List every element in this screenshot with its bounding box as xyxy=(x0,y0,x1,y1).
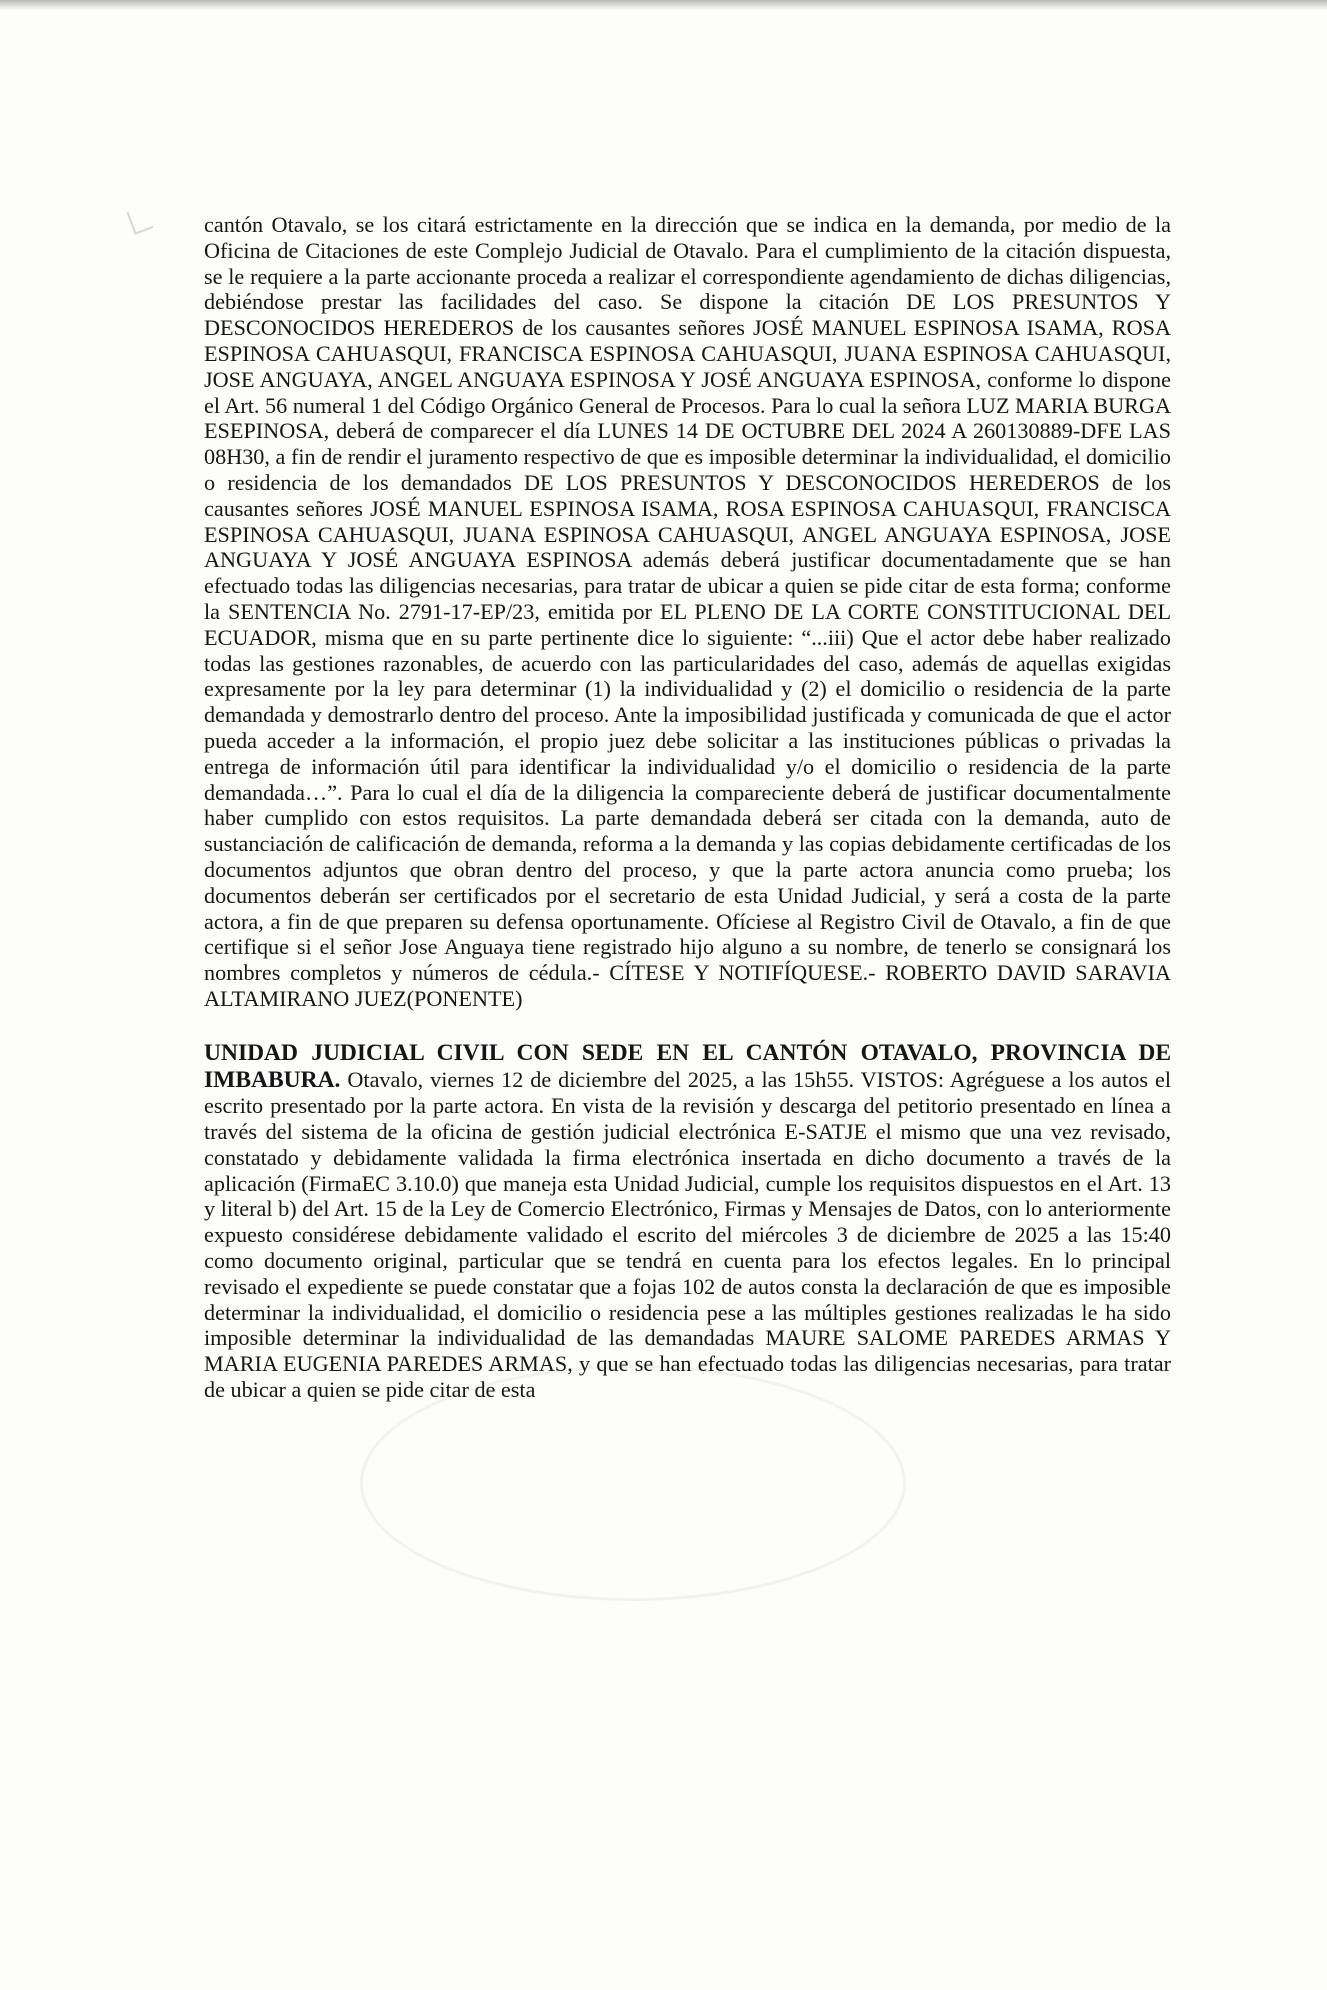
paragraph-court-ruling xyxy=(204,1040,1171,1403)
court-heading: UNIDAD JUDICIAL CIVIL CON SEDE EN EL CANTÓN OTAVALO, PROVINCIA DE IMBABURA. xyxy=(204,1039,1171,1093)
ruling-text: Otavalo, viernes 12 de diciembre del 2025, a las 15h55. VISTOS: Agréguese a los autos el escrito presentado por la parte actora. En vista de la revisión y descarga del petitorio presentado en línea a través del sistema de la oficina de gestión judicial electrónica E-SATJE el mismo que una vez revisado, constatado y debidamente validada la firma electrónica insertada en dicho documento a través de la aplicación (FirmaEC 3.10.0) que maneja esta Unidad Judicial, cumple los requisitos dispuestos en el Art. 13 y literal b) del Art. 15 de la Ley de Comercio Electrónico, Firmas y Mensajes de Datos, con lo anteriormente expuesto considérese debidamente validado el escrito del miércoles 3 de diciembre de 2025 a las 15:40 como documento original, particular que se tendrá en cuenta para los efectos legales. En lo principal revisado el expediente se puede constatar que a fojas 102 de autos consta la declaración de que es imposible determinar la individualidad, el domicilio o residencia pese a las múltiples gestiones realizadas le ha sido imposible determinar la individualidad de las demandadas MAURE SALOME PAREDES ARMAS Y MARIA EUGENIA PAREDES ARMAS, y que se han efectuado todas las diligencias necesarias, para tratar de ubicar a quien se pide citar de esta xyxy=(204,1066,1171,1403)
document-body xyxy=(204,212,1171,1403)
scan-top-edge xyxy=(0,0,1327,10)
paragraph-citation-order: cantón Otavalo, se los citará estrictamente en la dirección que se indica en la demanda, por medio de la Oficina de Citaciones de este Complejo Judicial de Otavalo. Para el cumplimiento de la citación dispuesta, se le requiere a la parte accionante proceda a realizar el correspondiente agendamiento de dichas diligencias, debiéndose prestar las facilidades del caso. Se dispone la citación DE LOS PRESUNTOS Y DESCONOCIDOS HEREDEROS de los causantes señores JOSÉ MANUEL ESPINOSA ISAMA, ROSA ESPINOSA CAHUASQUI, FRANCISCA ESPINOSA CAHUASQUI, JUANA ESPINOSA CAHUASQUI, JOSE ANGUAYA, ANGEL ANGUAYA ESPINOSA Y JOSÉ ANGUAYA ESPINOSA, conforme lo dispone el Art. 56 numeral 1 del Código Orgánico General de Procesos. Para lo cual la señora LUZ MARIA BURGA ESEPINOSA, deberá de comparecer el día LUNES 14 DE OCTUBRE DEL 2024 A 260130889-DFE LAS 08H30, a fin de rendir el juramento respectivo de que es imposible determinar la individualidad, el domicilio o residencia de los demandados DE LOS PRESUNTOS Y DESCONOCIDOS HEREDEROS de los causantes señores JOSÉ MANUEL ESPINOSA ISAMA, ROSA ESPINOSA CAHUASQUI, FRANCISCA ESPINOSA CAHUASQUI, JUANA ESPINOSA CAHUASQUI, ANGEL ANGUAYA ESPINOSA, JOSE ANGUAYA Y JOSÉ ANGUAYA ESPINOSA además deberá justificar documentadamente que se han efectuado todas las diligencias necesarias, para tratar de ubicar a quien se pide citar de esta forma; conforme la SENTENCIA No. 2791-17-EP/23, emitida por EL PLENO DE LA CORTE CONSTITUCIONAL DEL ECUADOR, misma que en su parte pertinente dice lo siguiente: “...iii) Que el actor debe haber realizado todas las gestiones razonables, de acuerdo con las particularidades del caso, además de aquellas exigidas expresamente por la ley para determinar (1) la individualidad y (2) el domicilio o residencia de la parte demandada y demostrarlo dentro del proceso. Ante la imposibilidad justificada y comunicada de que el actor pueda acceder a la información, el propio juez debe solicitar a las instituciones públicas o privadas la entrega de información útil para identificar la individualidad y/o el domicilio o residencia de la parte demandada…”. Para lo cual el día de la diligencia la compareciente deberá de justificar documentalmente haber cumplido con estos requisitos. La parte demandada deberá ser citada con la demanda, auto de sustanciación de calificación de demanda, reforma a la demanda y las copias debidamente certificadas de los documentos adjuntos que obran dentro del proceso, y que la parte actora anuncia como prueba; los documentos deberán ser certificados por el secretario de esta Unidad Judicial, y será a costa de la parte actora, a fin de que preparen su defensa oportunamente. Ofíciese al Registro Civil de Otavalo, a fin de que certifique si el señor Jose Anguaya tiene registrado hijo alguno a su nombre, de tenerlo se consignará los nombres completos y números de cédula.- CÍTESE Y NOTIFÍQUESE.- ROBERTO DAVID SARAVIA ALTAMIRANO JUEZ(PONENTE) xyxy=(204,212,1171,1011)
margin-pencil-mark xyxy=(126,205,153,234)
